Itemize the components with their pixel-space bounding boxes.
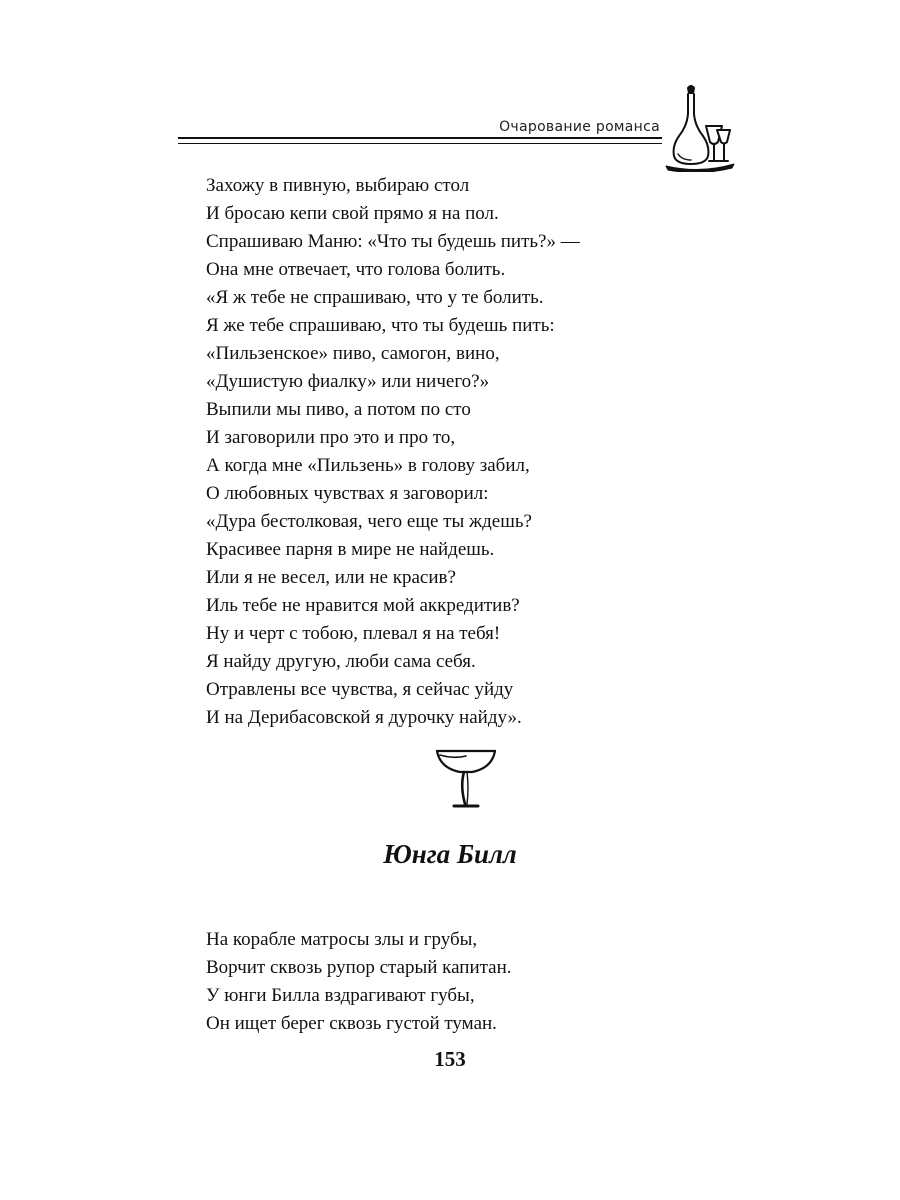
poem-line: Выпили мы пиво, а потом по сто <box>206 399 471 420</box>
header-rule <box>178 137 662 144</box>
poem-line: «Дура бестолковая, чего еще ты ждешь? <box>206 511 532 532</box>
page-number: 153 <box>434 1047 466 1071</box>
poem-line: Отравлены все чувства, я сейчас уйду <box>206 679 514 700</box>
poem-line: Я найду другую, люби сама себя. <box>206 651 476 672</box>
poem-line: У юнги Билла вздрагивают губы, <box>206 985 475 1006</box>
poem-line: Красивее парня в мире не найдешь. <box>206 539 495 560</box>
champagne-coupe-icon <box>434 746 498 810</box>
poem-stanza-new <box>206 926 512 1038</box>
decanter-and-glasses-icon <box>664 84 736 172</box>
poem-line: И на Дерибасовской я дурочку найду». <box>206 707 522 728</box>
poem-line: Он ищет берег сквозь густой туман. <box>206 1013 497 1034</box>
running-header-title: Очарование романса <box>499 119 660 135</box>
poem-line: А когда мне «Пильзень» в голову забил, <box>206 455 530 476</box>
poem-line: Или я не весел, или не красив? <box>206 567 456 588</box>
poem-line: Она мне отвечает, что голова болить. <box>206 259 506 280</box>
poem-line: И бросаю кепи свой прямо я на пол. <box>206 203 499 224</box>
poem-line: Иль тебе не нравится мой аккредитив? <box>206 595 520 616</box>
poem-line: На корабле матросы злы и грубы, <box>206 929 478 950</box>
poem-line: Ну и черт с тобою, плевал я на тебя! <box>206 623 501 644</box>
poem-line: «Душистую фиалку» или ничего?» <box>206 371 490 392</box>
poem-line: Я же тебе спрашиваю, что ты будешь пить: <box>206 315 555 336</box>
poem-line: «Я ж тебе не спрашиваю, что у те болить. <box>206 287 544 308</box>
poem-line: И заговорили про это и про то, <box>206 427 456 448</box>
poem-stanza-continued <box>206 172 580 732</box>
poem-line: «Пильзенское» пиво, самогон, вино, <box>206 343 500 364</box>
poem-line: Захожу в пивную, выбираю стол <box>206 175 470 196</box>
poem-title: Юнга Билл <box>383 839 517 869</box>
poem-line: Спрашиваю Маню: «Что ты будешь пить?» — <box>206 231 580 252</box>
poem-line: О любовных чувствах я заговорил: <box>206 483 489 504</box>
poem-line: Ворчит сквозь рупор старый капитан. <box>206 957 512 978</box>
